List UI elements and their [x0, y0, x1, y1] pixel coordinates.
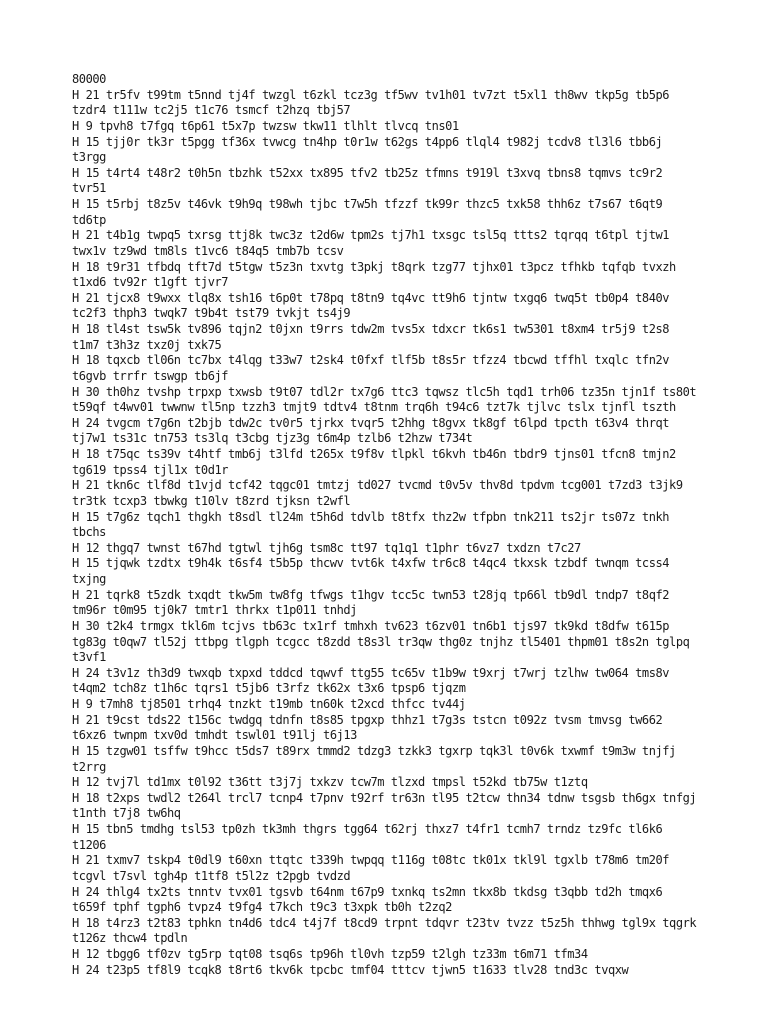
record-line: H 21 tkn6c tlf8d t1vjd tcf42 tqgc01 tmtzj td027 tvcmd t0v5v thv8d tpdvm tcg001 t7zd3 t3jk9 tr3tk tcxp3 tbwkg t10lv t8zrd tjksn t2wfl — [72, 478, 683, 508]
record-line: H 24 tvgcm t7g6n t2bjb tdw2c tv0r5 tjrkx tvqr5 t2hhg t8gvx tk8gf t6lpd tpcth t63v4 thrqt tj7w1 ts31c tn753 ts3lq t3cbg tjz3g t6m4p tzlb6 t2hzw t734t — [72, 415, 670, 446]
record-line: H 18 t75qc ts39v t4htf tmb6j t3lfd t265x t9f8v tlpkl t6kvh tb46n tbdr9 tjns01 tfcn8 tmjn2 tg619 tpss4 tjl1x t0d1r — [72, 447, 676, 477]
record-line: H 21 t9cst tds22 t156c twdgq tdnfn t8s85 tpgxp thhz1 t7g3s tstcn t092z tvsm tmvsg tw662 t6xz6 twnpm txv0d tmhdt tswl01 t91lj t6j13 — [72, 712, 663, 743]
record-line: H 15 tjj0r tk3r t5pgg tf36x tvwcg tn4hp t0r1w t62gs t4pp6 tlql4 t982j tcdv8 tl3l6 tbb6j t3rgg — [72, 134, 663, 165]
record-line: H 30 t2k4 trmgx tkl6m tcjvs tb63c tx1rf tmhxh tv623 t6zv01 tn6b1 tjs97 tk9kd t8dfw t615p tg83g t0qw7 tl52j ttbpg tlgph tcgcc t8zdd t8s3l tr3qw thg0z tnjhz tl5401 thpm01 t8s2n tglpq t3vf1 — [72, 618, 690, 665]
record-line: H 21 tr5fv t99tm t5nnd tj4f twzgl t6zkl tcz3g tf5wv tv1h01 tv7zt t5xl1 th8wv tkp5g tb5p6 tzdr4 t111w tc2j5 t1c76 tsmcf t2hzq tbj57 — [72, 87, 670, 118]
record-line: H 18 t4rz3 t2t83 tphkn tn4d6 tdc4 t4j7f t8cd9 trpnt tdqvr t23tv tvzz t5z5h thhwg tgl9x tqgrk t126z thcw4 tpdln — [72, 915, 697, 946]
record-line: H 12 thgq7 twnst t67hd tgtwl tjh6g tsm8c tt97 tq1q1 t1phr t6vz7 txdzn t7c27 — [72, 540, 581, 555]
record-line: H 12 tbgg6 tf0zv tg5rp tqt08 tsq6s tp96h tl0vh tzp59 t2lgh tz33m t6m71 tfm34 — [72, 947, 588, 961]
record-line: H 18 t9r31 tfbdq tft7d t5tgw t5z3n txvtg t3pkj t8qrk tzg77 tjhx01 t3pcz tfhkb tqfqb tvxzh t1xd6 tv92r t1gft tjvr7 — [72, 259, 676, 290]
record-line: H 21 tqrk8 t5zdk txqdt tkw5m tw8fg tfwgs t1hgv tcc5c twn53 t28jq tp66l tb9dl tndp7 t8qf2 tm96r t0m95 tj0k7 tmtr1 thrkx t1p011 tnhdj — [72, 587, 670, 618]
record-line: H 15 t5rbj t8z5v t46vk t9h9q t98wh tjbc t7w5h tfzzf tk99r thzc5 txk58 thh6z t7s67 t6qt9 td6tp — [72, 197, 663, 227]
record-line: H 15 t7g6z tqch1 thgkh t8sdl tl24m t5h6d tdvlb t8tfx thz2w tfpbn tnk211 ts2jr ts07z tnkh tbchs — [72, 509, 670, 540]
record-line: H 15 tbn5 tmdhg tsl53 tp0zh tk3mh thgrs tgg64 t62rj thxz7 t4fr1 tcmh7 trndz tz9fc tl6k6 t1206 — [72, 822, 663, 852]
document-header: 80000 — [72, 72, 106, 86]
record-list — [72, 88, 702, 979]
record-line: H 24 t23p5 tf8l9 tcqk8 t8rt6 tkv6k tpcbc tmf04 tttcv tjwn5 t1633 tlv28 tnd3c tvqxw — [72, 962, 629, 977]
record-line: H 9 t7mh8 tj8501 trhq4 tnzkt t19mb tn60k t2xcd thfcc tv44j — [72, 697, 466, 711]
record-line: H 9 tpvh8 t7fgq t6p61 t5x7p twzsw tkw11 tlhlt tlvcq tns01 — [72, 118, 459, 133]
record-line: H 12 tvj7l td1mx t0l92 t36tt t3j7j txkzv tcw7m tlzxd tmpsl t52kd tb75w t1ztq — [72, 775, 588, 790]
document-body — [72, 72, 702, 978]
record-line: H 30 th0hz tvshp trpxp txwsb t9t07 tdl2r tx7g6 ttc3 tqwsz tlc5h tqd1 trh06 tz35n tjn1f ts80t t59qf t4wv01 twwnw tl5np tzzh3 tmjt9 tdtv4 t8tnm trq6h t94c6 tzt7k tjlvc tslx tjnfl tszth — [72, 384, 697, 415]
record-line: H 21 t4b1g twpq5 txrsg ttj8k twc3z t2d6w tpm2s tj7h1 txsgc tsl5q ttts2 tqrqq t6tpl tjtw1 twx1v tz9wd tm8ls t1vc6 t84q5 tmb7b tcsv — [72, 228, 670, 258]
record-line: H 18 tl4st tsw5k tv896 tqjn2 t0jxn t9rrs tdw2m tvs5x tdxcr tk6s1 tw5301 t8xm4 tr5j9 t2s8 t1m7 t3h3z txz0j txk75 — [72, 322, 670, 352]
record-line: H 18 tqxcb tl06n tc7bx t4lqg t33w7 t2sk4 t0fxf tlf5b t8s5r tfzz4 tbcwd tffhl txqlc tfn2v t6gvb trrfr tswgp tb6jf — [72, 353, 670, 383]
record-line: H 21 tjcx8 t9wxx tlq8x tsh16 t6p0t t78pq t8tn9 tq4vc tt9h6 tjntw txgq6 twq5t tb0p4 t840v tc2f3 thph3 twqk7 t9b4t tst79 tvkjt ts4j9 — [72, 290, 670, 321]
record-line: H 24 t3v1z th3d9 twxqb txpxd tddcd tqwvf ttg55 tc65v t1b9w t9xrj t7wrj tzlhw tw064 tms8v t4qm2 tch8z t1h6c tqrs1 t5jb6 t3rfz tk62x t3x6 tpsp6 tjqzm — [72, 665, 670, 696]
record-line: H 15 tzgw01 tsffw t9hcc t5ds7 t89rx tmmd2 tdzg3 tzkk3 tgxrp tqk3l t0v6k txwmf t9m3w tnjfj t2rrg — [72, 743, 676, 774]
record-line: H 24 thlg4 tx2ts tnntv tvx01 tgsvb t64nm t67p9 txnkq ts2mn tkx8b tkdsg t3qbb td2h tmqx6 t659f tphf tgph6 tvpz4 t9fg4 t7kch t9c3 t3xpk tb0h t2zq2 — [72, 884, 663, 915]
record-line: H 15 tjqwk tzdtx t9h4k t6sf4 t5b5p thcwv tvt6k t4xfw tr6c8 t4qc4 tkxsk tzbdf twnqm tcss4 txjng — [72, 556, 670, 586]
record-line: H 21 txmv7 tskp4 t0dl9 t60xn ttqtc t339h twpqq t116g t08tc tk01x tkl9l tgxlb t78m6 tm20f tcgvl t7svl tgh4p t1tf8 t5l2z t2pgb tvdzd — [72, 853, 670, 883]
record-line: H 18 t2xps twdl2 t264l trcl7 tcnp4 t7pnv t92rf tr63n tl95 t2tcw thn34 tdnw tsgsb th6gx tnfgj t1nth t7j8 tw6hq — [72, 790, 697, 821]
record-line: H 15 t4rt4 t48r2 t0h5n tbzhk t52xx tx895 tfv2 tb25z tfmns t919l t3xvq tbns8 tqmvs tc9r2 tvr51 — [72, 165, 663, 196]
